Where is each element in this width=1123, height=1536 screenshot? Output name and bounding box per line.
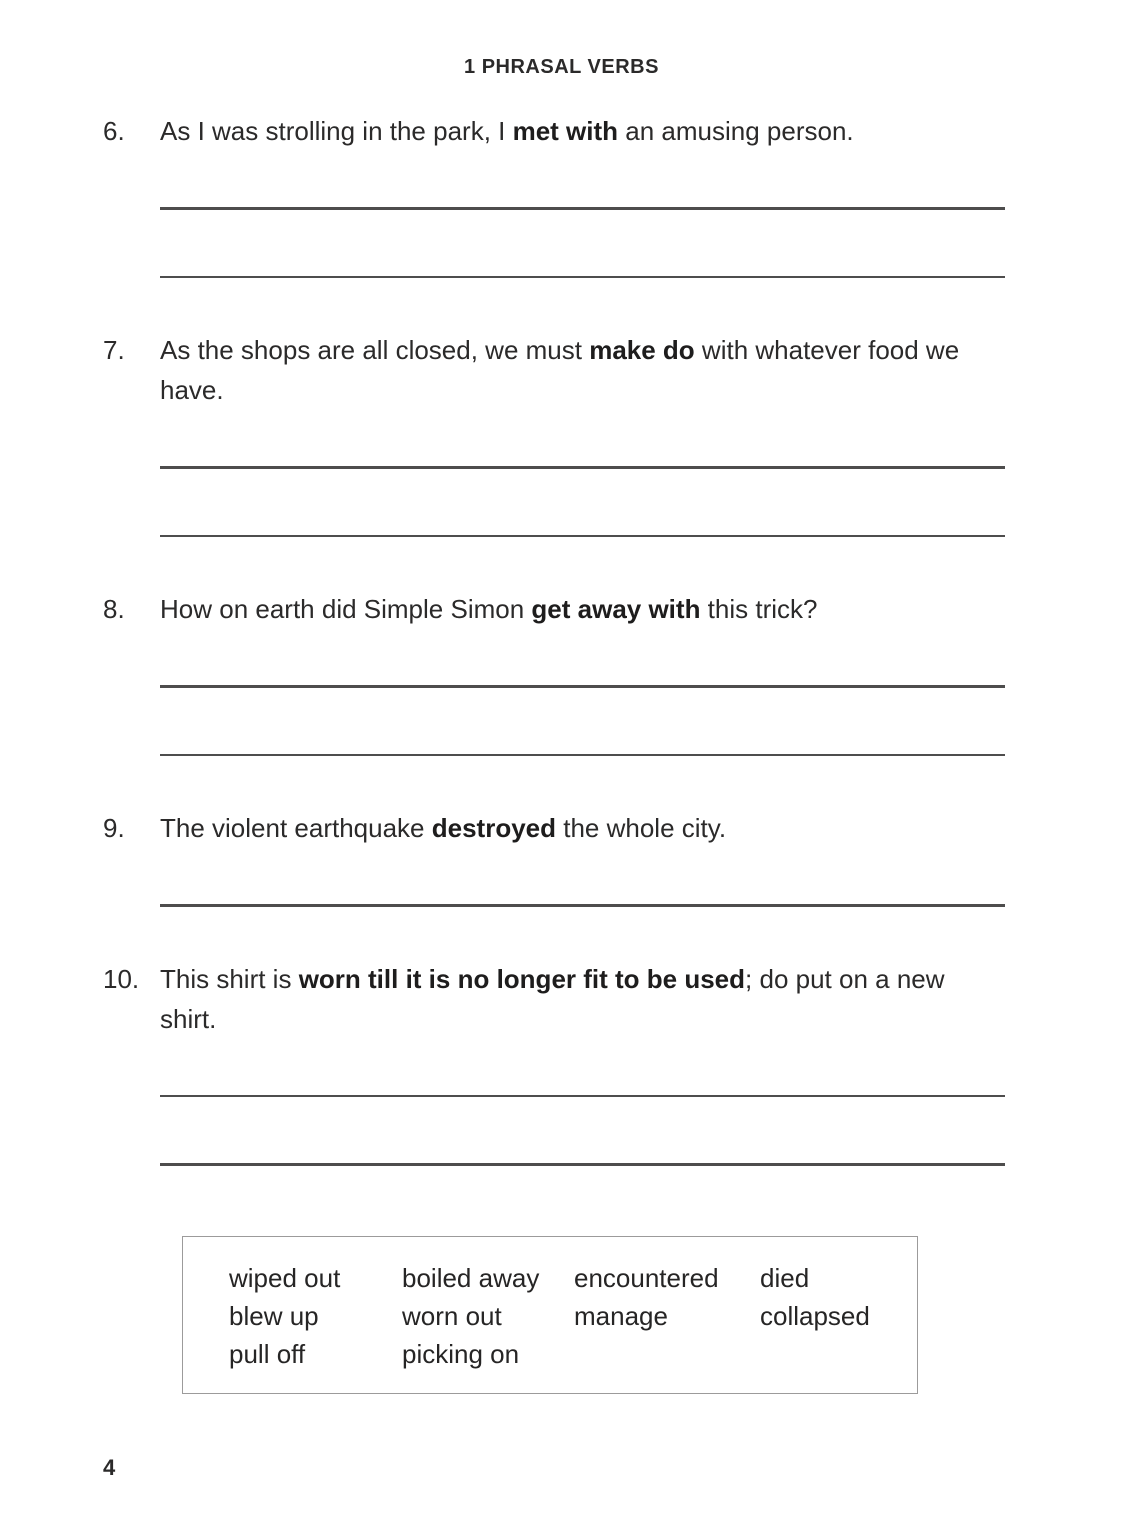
answer-line[interactable]: [160, 535, 1005, 538]
phrasal-verb-bold: worn till it is no longer fit to be used: [298, 963, 746, 994]
word-bank-item: boiled away: [402, 1262, 540, 1293]
question-text: [160, 589, 1008, 629]
question-item: [103, 589, 1008, 629]
answer-line[interactable]: [160, 1163, 1005, 1166]
sentence-text: an amusing person.: [618, 116, 854, 146]
question-number: 10.: [103, 963, 140, 994]
answer-line[interactable]: [160, 685, 1005, 688]
page-number: 4: [103, 1455, 116, 1480]
sentence-text: ; do put on a new shirt.: [160, 963, 945, 1034]
word-bank-item: pull off: [229, 1338, 306, 1369]
question-item: [103, 959, 1008, 1039]
word-bank-grid: [229, 1259, 907, 1373]
question-text: [160, 330, 1008, 410]
sentence-text: As the shops are all closed, we must: [160, 335, 590, 365]
sentence-text: this trick?: [700, 594, 818, 624]
sentence-text: the whole city.: [556, 813, 727, 843]
word-bank-item: collapsed: [760, 1300, 870, 1331]
answer-line[interactable]: [160, 276, 1005, 279]
question-number: 7.: [103, 335, 125, 365]
sentence-text: How on earth did Simple Simon: [160, 594, 532, 624]
question-number: 8.: [103, 594, 125, 624]
question-number: 9.: [103, 813, 125, 843]
question-item: [103, 808, 1008, 848]
answer-line[interactable]: [160, 207, 1005, 210]
question-text: [160, 111, 1008, 151]
sentence-text: The violent earthquake: [160, 813, 432, 843]
word-bank-item: wiped out: [229, 1262, 341, 1293]
sentence-text: As I was strolling in the park, I: [160, 116, 513, 146]
phrasal-verb-bold: destroyed: [431, 813, 556, 843]
word-bank-item: worn out: [402, 1300, 502, 1331]
word-bank-item: blew up: [229, 1300, 319, 1331]
question-number: 6.: [103, 116, 125, 146]
question-item: [103, 111, 1008, 151]
question-text: [160, 959, 1008, 1039]
word-bank-box: [182, 1236, 918, 1394]
answer-line[interactable]: [160, 1095, 1005, 1098]
questions-list: [0, 111, 1123, 1166]
answer-line[interactable]: [160, 754, 1005, 757]
answer-line[interactable]: [160, 904, 1005, 907]
word-bank-item: encountered: [574, 1262, 719, 1293]
phrasal-verb-bold: get away with: [531, 594, 701, 624]
word-bank-item: died: [760, 1262, 810, 1293]
sentence-text: This shirt is: [160, 963, 299, 994]
phrasal-verb-bold: make do: [589, 335, 695, 365]
answer-line[interactable]: [160, 466, 1005, 469]
phrasal-verb-bold: met with: [512, 116, 619, 146]
question-item: [103, 330, 1008, 410]
page-title: 1 PHRASAL VERBS: [464, 56, 659, 78]
word-bank-item: manage: [574, 1300, 668, 1331]
sentence-text: with whatever food we have.: [160, 335, 960, 405]
word-bank-item: picking on: [402, 1338, 520, 1369]
question-text: [160, 808, 1008, 848]
